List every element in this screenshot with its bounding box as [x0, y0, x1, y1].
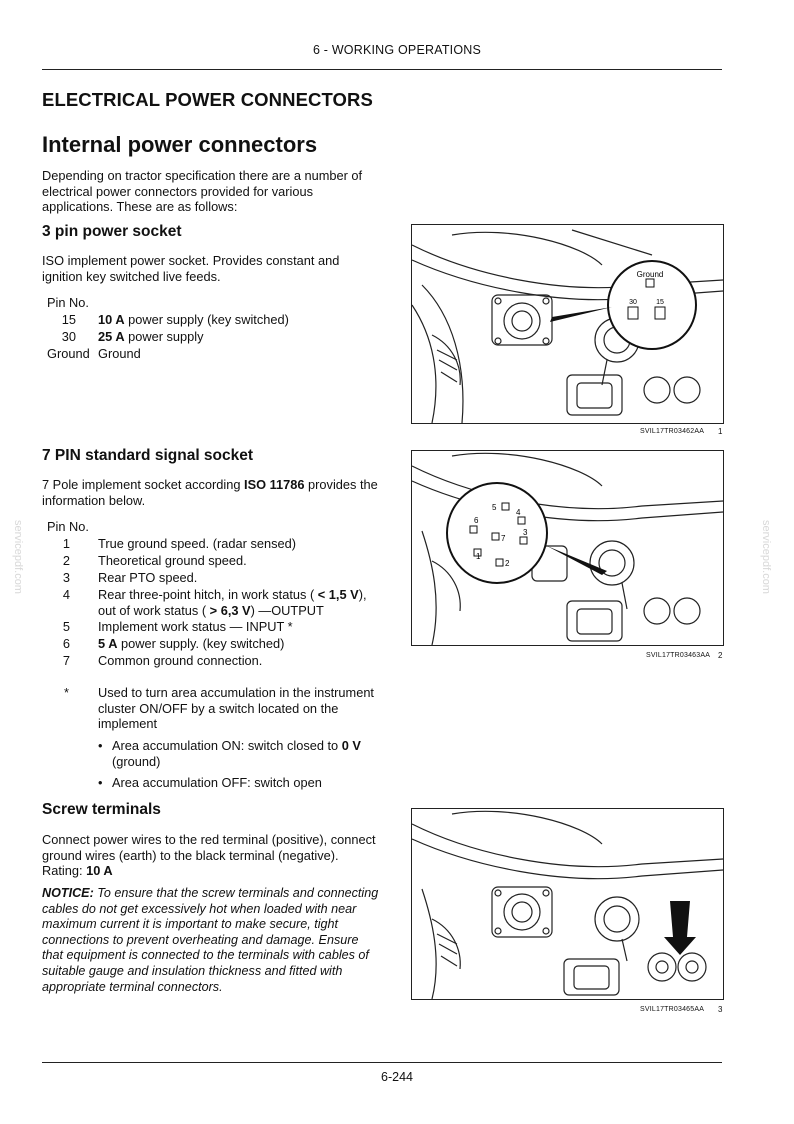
figure-3-caption: SVIL17TR03465AA	[640, 1006, 705, 1013]
header-rule	[42, 69, 722, 70]
pin-number: 15	[61, 312, 76, 327]
section-title: ELECTRICAL POWER CONNECTORS	[42, 89, 373, 110]
figure-2	[411, 450, 724, 646]
bullet-list	[98, 738, 380, 791]
notice-label: NOTICE:	[42, 886, 94, 900]
pin-description: True ground speed. (radar sensed)	[98, 536, 296, 551]
notice-paragraph	[42, 886, 380, 995]
pin-2-label: 2	[505, 559, 510, 568]
pin-6-label: 6	[474, 516, 479, 525]
footnote-text: Used to turn area accumulation in the instrument cluster ON/OFF by a switch located on the implement	[98, 685, 374, 732]
figure-1-illustration	[412, 225, 723, 423]
pin-current: 5 A	[98, 636, 118, 652]
figure-1-caption: SVIL17TR03462AA	[640, 428, 705, 435]
footer-rule	[42, 1062, 722, 1063]
pin-header: Pin No.	[47, 519, 89, 534]
list-item: • Area accumulation ON: switch closed to 0 V (ground)	[98, 738, 361, 769]
figure-2-caption: SVIL17TR03463AA	[646, 652, 711, 659]
pin-row	[42, 618, 388, 635]
pin-7-label: 7	[501, 534, 506, 543]
subsection-title: Internal power connectors	[42, 132, 318, 157]
text-part: (ground)	[112, 753, 161, 769]
text-part: out of work status (	[98, 602, 210, 618]
iso-standard: ISO 11786	[244, 477, 305, 492]
pin-5-label: 5	[492, 503, 497, 512]
pin-number: 4	[62, 587, 70, 602]
seven-pin-text	[42, 477, 380, 508]
voltage-threshold: < 1,5 V	[317, 587, 359, 602]
pin-number: 2	[62, 553, 70, 568]
text-part: ),	[358, 587, 367, 602]
pin-description: power supply	[124, 329, 204, 344]
pin-number: 7	[62, 653, 70, 669]
three-pin-heading: 3 pin power socket	[42, 223, 182, 240]
pin-description: Rear PTO speed.	[98, 570, 198, 585]
list-item: • Area accumulation OFF: switch open	[98, 775, 322, 791]
screw-text	[42, 832, 380, 879]
text-part: 7 Pole implement socket according	[42, 477, 245, 492]
text-part: ) —OUTPUT	[250, 602, 324, 618]
pin-number: 1	[62, 536, 70, 551]
watermark-right: servicepdf.com	[760, 520, 772, 594]
text-part: Connect power wires to the red terminal (positive), connect ground wires (earth) to the black terminal (negative).	[42, 832, 376, 863]
pin-number: 3	[62, 570, 70, 585]
pin-15-label: 15	[656, 299, 664, 306]
pin-description: Implement work status — INPUT *	[98, 619, 293, 635]
voltage-value: 0 V	[341, 738, 361, 753]
pin-number: Ground	[47, 346, 90, 361]
pin-row	[42, 311, 388, 328]
pin-number: 5	[62, 619, 70, 635]
figure-3-illustration	[412, 809, 723, 999]
rating-value: 10 A	[86, 863, 113, 879]
pin-description	[98, 586, 388, 618]
pin-row	[42, 569, 388, 586]
rating-label: Rating:	[42, 863, 87, 879]
page-number: 6-244	[381, 1070, 413, 1084]
text-part: Area accumulation OFF: switch open	[112, 775, 322, 791]
voltage-threshold: > 6,3 V	[209, 602, 251, 618]
three-pin-table	[42, 294, 388, 362]
pin-row	[42, 586, 388, 618]
pin-row	[42, 535, 388, 552]
pin-4-label: 4	[516, 508, 521, 517]
pin-3-label: 3	[523, 528, 528, 537]
pin-row	[42, 328, 388, 345]
pin-header: Pin No.	[47, 295, 89, 310]
pin-description: power supply. (key switched)	[117, 636, 285, 652]
figure-2-number: 2	[718, 651, 723, 660]
text-part: Rear three-point hitch, in work status (	[98, 587, 318, 602]
text-part: Area accumulation ON: switch closed to	[112, 738, 342, 753]
figure-1-number: 1	[718, 427, 723, 436]
pin-30-label: 30	[629, 299, 637, 306]
pin-description: Ground	[98, 346, 141, 361]
figure-3	[411, 808, 724, 1000]
seven-pin-table	[42, 518, 388, 669]
pin-1-label: 1	[476, 552, 481, 561]
pin-row	[42, 635, 388, 652]
pin-current: 25 A	[98, 329, 125, 344]
intro-paragraph: Depending on tractor specification there are a number of electrical power connectors provided for various applications. These are as follows:	[42, 168, 363, 215]
ground-label: Ground	[636, 270, 664, 279]
notice-text: To ensure that the screw terminals and connecting cables do not get excessively hot when loaded with near maximum current it is important to make secure, tight connections to prevent overheating and damage. Ensure that equipment is connected to the terminals with cables of suitable gauge and insulation thickness and fitted with appropriate terminal connectors.	[42, 886, 379, 994]
pin-description: Theoretical ground speed.	[98, 553, 247, 568]
pin-row	[42, 652, 388, 669]
pin-description: power supply (key switched)	[124, 312, 289, 327]
watermark-left: servicepdf.com	[12, 520, 24, 594]
pin-current: 10 A	[98, 312, 125, 327]
footnote-mark: *	[64, 685, 69, 700]
figure-3-number: 3	[718, 1005, 723, 1014]
screw-heading: Screw terminals	[42, 801, 161, 818]
text-part: provides the information below.	[42, 477, 378, 508]
page-header: 6 - WORKING OPERATIONS	[312, 43, 482, 57]
seven-pin-heading: 7 PIN standard signal socket	[42, 447, 254, 464]
three-pin-text: ISO implement power socket. Provides constant and ignition key switched live feeds.	[42, 253, 340, 284]
pin-row	[42, 345, 388, 362]
pin-number: 30	[61, 329, 76, 344]
pin-row	[42, 552, 388, 569]
pin-number: 6	[62, 636, 70, 652]
pin-description: Common ground connection.	[98, 653, 263, 669]
figure-2-illustration	[412, 451, 723, 645]
figure-1	[411, 224, 724, 424]
